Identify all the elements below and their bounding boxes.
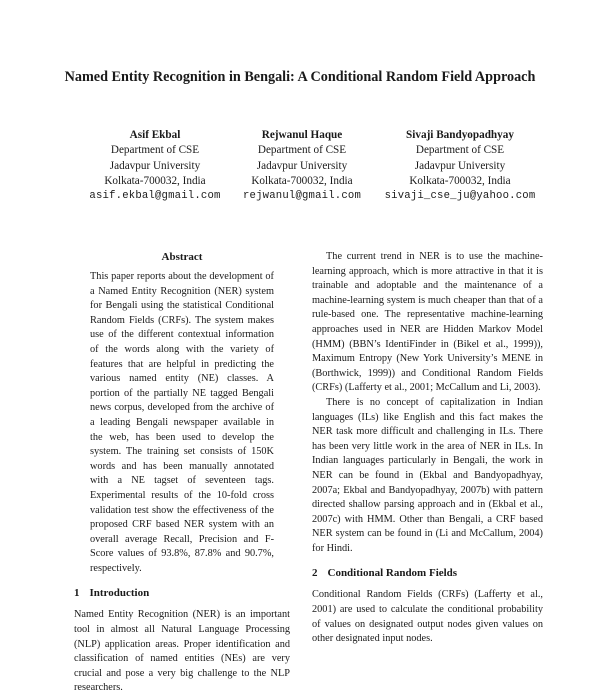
section-title: Introduction [89,587,150,600]
body-paragraph: The current trend in NER is to use the machine-learning approach, which is more attractive in that it is trainable and adoptable and the maintenance of a machine-learning system is much cheaper than that of a rule-based one. The representative machine-learning approaches used in NER are Hidden Markov Model (HMM) (BBN’s IdentiFinder in (Bikel et al., 1999)), Maximum Entropy (New York University’s MENE in (Borthwick, 1999)) and Conditional Random Fields (CRFs) (Lafferty et al., 2001; McCallum and Li, 2003). [312,251,543,394]
author-2 [222,128,382,204]
section-heading-crf [312,566,543,580]
right-column [312,250,543,647]
author-department: Department of CSE [110,144,200,157]
introduction-text: Named Entity Recognition (NER) is an important tool in almost all Natural Language Processing (NLP) application areas. Proper identification and classification of named entities (NEs) are very crucial and pose a very big challenge to the NLP researchers. [74,609,290,694]
author-city: Kolkata-700032, India [251,174,353,187]
crf-text: Conditional Random Fields (CRFs) (Lafferty et al., 2001) are used to calculate the conditional probability of values on designated output nodes given values on other designated input nodes. [312,589,543,645]
author-1 [75,128,235,204]
body-paragraph: There is no concept of capitalization in Indian languages (ILs) like English and this fact makes the NER task more difficult and challenging in ILs. There has been very little work in the area of NER in ILs. In Indian languages particularly in Bengali, the work in NER can be found in (Ekbal and Bandyopadhyay, 2007a; Ekbal and Bandyopadhyay, 2007b) with pattern directed shallow parsing approach and in (Ekbal et al., 2007c) with HMM. Other than Bengali, a CRF based NER system can be found in (Li and McCallum, 2004) for Hindi. [312,396,543,554]
author-email: sivaji_cse_ju@yahoo.com [384,190,536,203]
author-city: Kolkata-700032, India [409,174,511,187]
author-name: Sivaji Bandyopadhyay [406,129,514,141]
author-university: Jadavpur University [256,159,348,172]
abstract-heading: Abstract [161,251,203,263]
author-university: Jadavpur University [414,159,506,172]
section-number: 1 [74,587,80,600]
author-3 [380,128,540,204]
paper-title: Named Entity Recognition in Bengali: A Conditional Random Field Approach [64,69,536,85]
section-number: 2 [312,567,318,580]
author-department: Department of CSE [257,144,347,157]
author-email: asif.ekbal@gmail.com [89,190,221,203]
author-city: Kolkata-700032, India [104,174,206,187]
left-column [74,250,290,696]
author-name: Asif Ekbal [129,129,181,141]
author-university: Jadavpur University [109,159,201,172]
author-department: Department of CSE [415,144,505,157]
abstract-text: This paper reports about the development of a Named Entity Recognition (NER) system for Bengali using the statistical Conditional Random Fields (CRFs). The system makes use of the different contextual information of the words along with the variety of features that are helpful in predicting the various named entity (NE) classes. A portion of the partially NE tagged Bengali news corpus, developed from the archive of a leading Bengali newspaper available in the web, has been used to develop the system. The training set consists of 150K words and has been manually annotated with a NE tagset of seventeen tags. Experimental results of the 10-fold cross validation test show the effectiveness of the proposed CRF based NER system with an overall average Recall, Precision and F-Score values of 93.8%, 87.8% and 90.7%, respectively. [90,271,274,574]
author-name: Rejwanul Haque [261,129,343,141]
section-title: Conditional Random Fields [327,567,458,580]
section-heading-introduction [74,586,290,600]
author-email: rejwanul@gmail.com [242,190,362,203]
